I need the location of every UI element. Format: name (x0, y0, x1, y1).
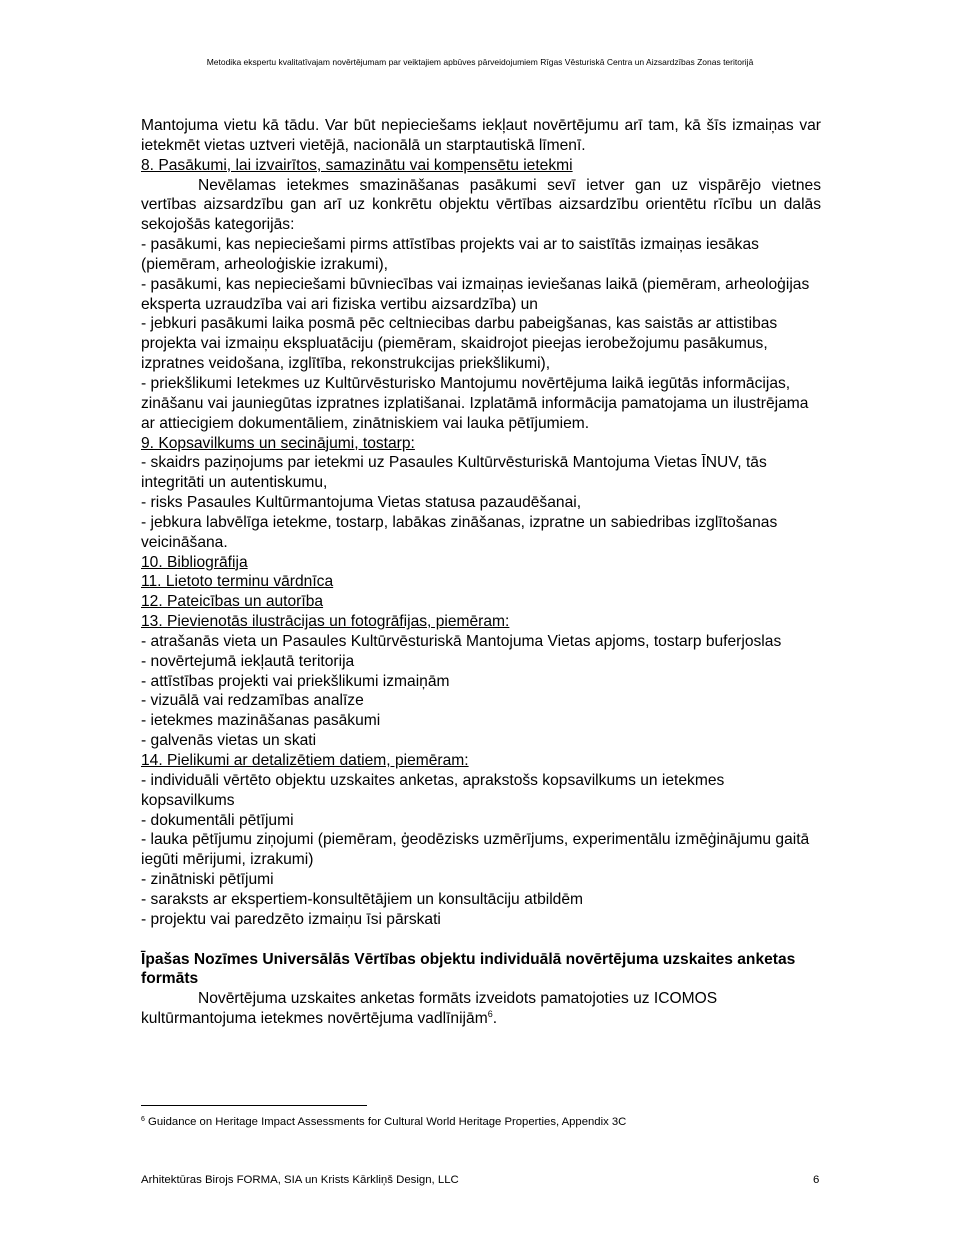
sentence-end: . (492, 1010, 498, 1028)
list-item: - attīstības projekti vai priekšlikumi izmaiņām (141, 672, 450, 690)
list-item: - pasākumi, kas nepieciešami būvniecības vai izmaiņas ieviešanas laikā (piemēram, arheoloģijas eksperta uzraudzība vai ari fiziska vertibu aizsardzība) un (141, 275, 810, 313)
page-number: 6 (813, 1174, 820, 1186)
section-13-heading: 13. Pievienotās ilustrācijas un fotogrāfijas, piemēram: (141, 613, 510, 631)
page-footer-authors: Arhitektūras Birojs FORMA, SIA un Krists Kārkliņš Design, LLC (141, 1174, 459, 1186)
list-item: - risks Pasaules Kultūrmantojuma Vietas statusa pazaudēšanai, (141, 494, 582, 512)
list-item: - jebkura labvēlīga ietekme, tostarp, labākas zināšanas, izpratne un sabiedribas izglītošanas veicināšana. (141, 513, 778, 551)
list-item: - dokumentāli pētījumi (141, 811, 294, 829)
list-item: - priekšlikumi Ietekmes uz Kultūrvēsturisko Mantojumu novērtējuma laikā iegūtās informācijas, zināšanu vai jauniegūtas izpratnes izplatišanai. Izplatāmā informācija pamatojama un ilustrējama ar attiecigiem dokumentāliem, zinātniskiem vai lauka pētījumiem. (141, 374, 809, 432)
form-intro-paragraph (141, 989, 821, 1029)
section-11-heading: 11. Lietoto terminu vārdnīca (141, 573, 334, 591)
footnote-text: Guidance on Heritage Impact Assessments for Cultural World Heritage Properties, Appendix 3C (148, 1116, 627, 1128)
list-item: - pasākumi, kas nepieciešami pirms attīstības projekts vai ar to saistītās izmaiņas iesākas (piemēram, arheoloģiskie izrakumi), (141, 236, 759, 273)
running-header: Metodika ekspertu kvalitatīvajam novērtējumam par veiktajiem apbūves pārveidojumiem Rīgas Vēsturiskā Centra un Aizsardzības Zonas teritorijā (206, 57, 754, 67)
section-8-heading: 8. Pasākumi, lai izvairītos, samazinātu vai kompensētu ietekmi (141, 156, 573, 174)
paragraph-continuation: Mantojuma vietu kā tādu. Var būt nepieciešams iekļaut novērtējumu arī tam, kā šīs izmaiņas var ietekmēt vietas uztveri vietējā, nacionālā un starptautiskā līmenī. (141, 117, 821, 154)
list-item: - saraksts ar ekspertiem-konsultētājiem un konsultāciju atbildēm (141, 890, 584, 908)
list-item: - atrašanās vieta un Pasaules Kultūrvēsturiskā Mantojuma Vietas apjoms, tostarp buferjoslas (141, 632, 782, 650)
section-8-intro: Nevēlamas ietekmes smazināšanas pasākumi sevī ietver gan uz vispārējo vietnes vertības aizsardzību gan arī uz konkrētu objektu vērtības aizsardzību orientētu rīcību un dalās sekojošās kategorijās: (141, 176, 821, 234)
list-item: - individuāli vērtēto objektu uzskaites anketas, aprakstošs kopsavilkums un ietekmes kopsavilkums (141, 771, 725, 809)
footnote-marker: 6 (141, 1116, 145, 1123)
footnote-divider (141, 1105, 367, 1106)
list-item: - ietekmes mazināšanas pasākumi (141, 712, 381, 730)
section-12-heading: 12. Pateicības un autorība (141, 593, 324, 611)
list-item: - skaidrs paziņojums par ietekmi uz Pasaules Kultūrvēsturiskā Mantojuma Vietas ĪNUV, tās integritāti un autentiskumu, (141, 454, 767, 492)
section-9-heading: 9. Kopsavilkums un secinājumi, tostarp: (141, 434, 415, 452)
page-body (141, 116, 821, 1029)
list-item: - galvenās vietas un skati (141, 732, 317, 750)
list-item: - projektu vai paredzēto izmaiņu īsi pārskati (141, 910, 441, 928)
footnote-reference[interactable]: 6 (487, 1009, 493, 1020)
section-10-heading: 10. Bibliogrāfija (141, 553, 248, 571)
list-item: - vizuālā vai redzamības analīze (141, 692, 364, 710)
form-intro-text: Novērtējuma uzskaites anketas formāts izveidots pamatojoties uz ICOMOS kultūrmantojuma ietekmes novērtējuma vadlīnijām (141, 990, 718, 1028)
list-item: - novērtejumā iekļautā teritorija (141, 652, 355, 670)
form-section-heading: Īpašas Nozīmes Universālās Vērtības objektu individuālā novērtējuma uzskaites anketas formāts (141, 950, 796, 988)
list-item: - lauka pētījumu ziņojumi (piemēram, ģeodēzisks uzmērījums, experimentālu izmēģinājumu gaitā iegūti mērijumi, izrakumi) (141, 831, 810, 869)
spacer (141, 930, 821, 950)
list-item: - zinātniski pētījumi (141, 871, 274, 889)
footnote (141, 1115, 626, 1129)
section-14-heading: 14. Pielikumi ar detalizētiem datiem, piemēram: (141, 752, 469, 769)
list-item: - jebkuri pasākumi laika posmā pēc celtniecibas darbu pabeigšanas, kas saistās ar attistibas projekta vai izmaiņu ekspluatāciju (piemēram, skaidrojot pieejas ierobežojumu pasākumus, izpratnes veidošana, izglītība, rekonstrukcijas priekšlikumi), (141, 315, 778, 373)
